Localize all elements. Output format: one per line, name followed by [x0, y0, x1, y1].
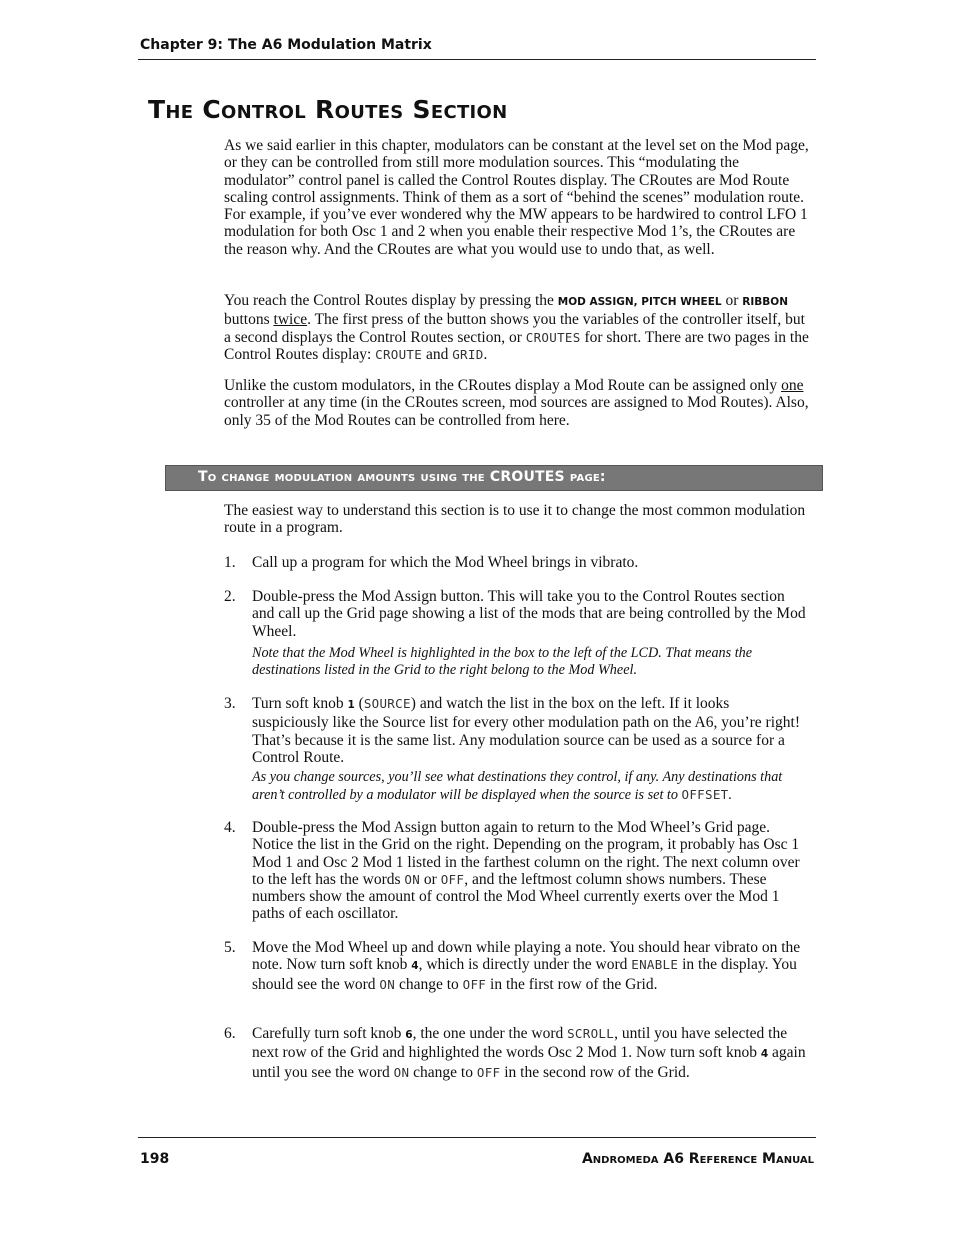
section-title: The Control Routes Section — [148, 95, 508, 124]
lcd-text: OFF — [440, 871, 465, 887]
step-text: Carefully turn soft knob 6, the one under the word SCROLL, until you have selected the next row of the Grid and highlighted the words Osc 2 Mod 1. Now turn soft knob 4 again until you see the word ON change to OFF in the second row of the Grid. — [252, 1025, 806, 1081]
step-number: 2. — [224, 588, 236, 605]
button-name: MOD ASSIGN, PITCH WHEEL — [557, 296, 722, 308]
header-rule — [138, 59, 816, 60]
step-number: 5. — [224, 939, 236, 956]
lcd-text: ENABLE — [631, 957, 679, 973]
lcd-text: SOURCE — [363, 696, 411, 711]
running-header: Chapter 9: The A6 Modulation Matrix — [140, 37, 432, 53]
page-number: 198 — [140, 1151, 170, 1167]
intro-paragraph-3: Unlike the custom modulators, in the CRoutes display a Mod Route can be assigned only one controller at any time (in the CRoutes screen, mod sources are assigned to Mod Routes). Also, only 35 of the Mod Routes can be controlled from here. — [224, 377, 809, 429]
step-number: 3. — [224, 695, 236, 712]
subsection-heading: To change modulation amounts using the CROUTES page: — [198, 469, 606, 485]
manual-title: Andromeda A6 Reference Manual — [581, 1151, 814, 1167]
step-text: Call up a program for which the Mod Wheel brings in vibrato. — [252, 554, 639, 571]
lcd-text: GRID — [452, 346, 484, 362]
step-text: Move the Mod Wheel up and down while playing a note. You should hear vibrato on the note. Now turn soft knob 4, which is directly under the word ENABLE in the display. You should see the word ON change to OFF in the first row of the Grid. — [252, 939, 801, 993]
step-number: 6. — [224, 1025, 236, 1042]
knob-number: 4 — [411, 960, 419, 973]
step-text: Turn soft knob 1 (SOURCE) and watch the list in the box on the left. If it looks suspiciously like the Source list for every other modulation path on the A6, you’re right! That’s because it is the same list. Any modulation source can be used as a source for a Control Route. — [252, 695, 800, 766]
lcd-text: OFFSET — [681, 787, 729, 803]
lcd-text: ON — [404, 871, 421, 887]
step-number: 1. — [224, 554, 236, 571]
lcd-text: OFF — [476, 1064, 501, 1080]
footer-rule — [138, 1137, 816, 1138]
lcd-text: SCROLL — [567, 1026, 615, 1041]
emphasis: twice — [273, 311, 308, 329]
step-text: Double-press the Mod Assign button again to return to the Mod Wheel’s Grid page. Notice the list in the Grid on the right. Depending on the program, it probably has Osc 1 Mod 1 and Osc 2 Mod 1 listed in the farthest column on the right. The next column over to the left has the words ON or OFF, and the leftmost column shows numbers. These numbers show the amount of control the Mod Wheel currently exerts over the Mod 1 paths of each oscillator. — [252, 819, 800, 923]
lcd-text: CROUTES — [525, 329, 581, 345]
lcd-text: OFF — [462, 976, 487, 992]
knob-number: 1 — [347, 699, 355, 711]
lcd-text: CROUTE — [375, 346, 423, 362]
knob-number: 4 — [760, 1048, 769, 1061]
emphasis: one — [781, 377, 804, 394]
step-text: Double-press the Mod Assign button. This will take you to the Control Routes section and call up the Grid page showing a list of the mods that are being controlled by the Mod Wheel. — [252, 588, 806, 640]
step-number: 4. — [224, 819, 236, 836]
knob-number: 6 — [405, 1029, 413, 1041]
intro-paragraph-2: You reach the Control Routes display by pressing the MOD ASSIGN, PITCH WHEEL or RIBBON buttons twice. The first press of the button shows you the variables of the controller itself, but a second displays the Control Routes section, or CROUTES for short. There are two pages in the Control Routes display: CROUTE and GRID. — [224, 292, 809, 363]
step-note: Note that the Mod Wheel is highlighted in the box to the left of the LCD. That means the destinations listed in the Grid to the right belong to the Mod Wheel. — [252, 645, 753, 679]
lcd-text: ON — [393, 1064, 410, 1080]
intro-paragraph-1: As we said earlier in this chapter, modulators can be constant at the level set on the Mod page, or they can be controlled from still more modulation sources. This “modulating the modulator” control panel is called the Control Routes display. The CRoutes are Mod Route scaling control assignments. Think of them as a sort of “behind the scenes” modulation route. For example, if you’ve ever wondered why the MW appears to be hardwired to control LFO 1 modulation for both Osc 1 and 2 when you enable their respective Mod 1’s, the CRoutes are the reason why. And the CRoutes are what you would use to undo that, as well. — [224, 137, 809, 258]
lead-paragraph: The easiest way to understand this section is to use it to change the most common modulation route in a program. — [224, 502, 806, 537]
step-note: As you change sources, you’ll see what destinations they control, if any. Any destinations that aren’t controlled by a modulator will be displayed when the source is set to OFFSET. — [252, 769, 783, 804]
lcd-text: ON — [379, 976, 396, 992]
button-name: RIBBON — [742, 296, 788, 308]
subsection-heading-bar — [165, 465, 823, 491]
